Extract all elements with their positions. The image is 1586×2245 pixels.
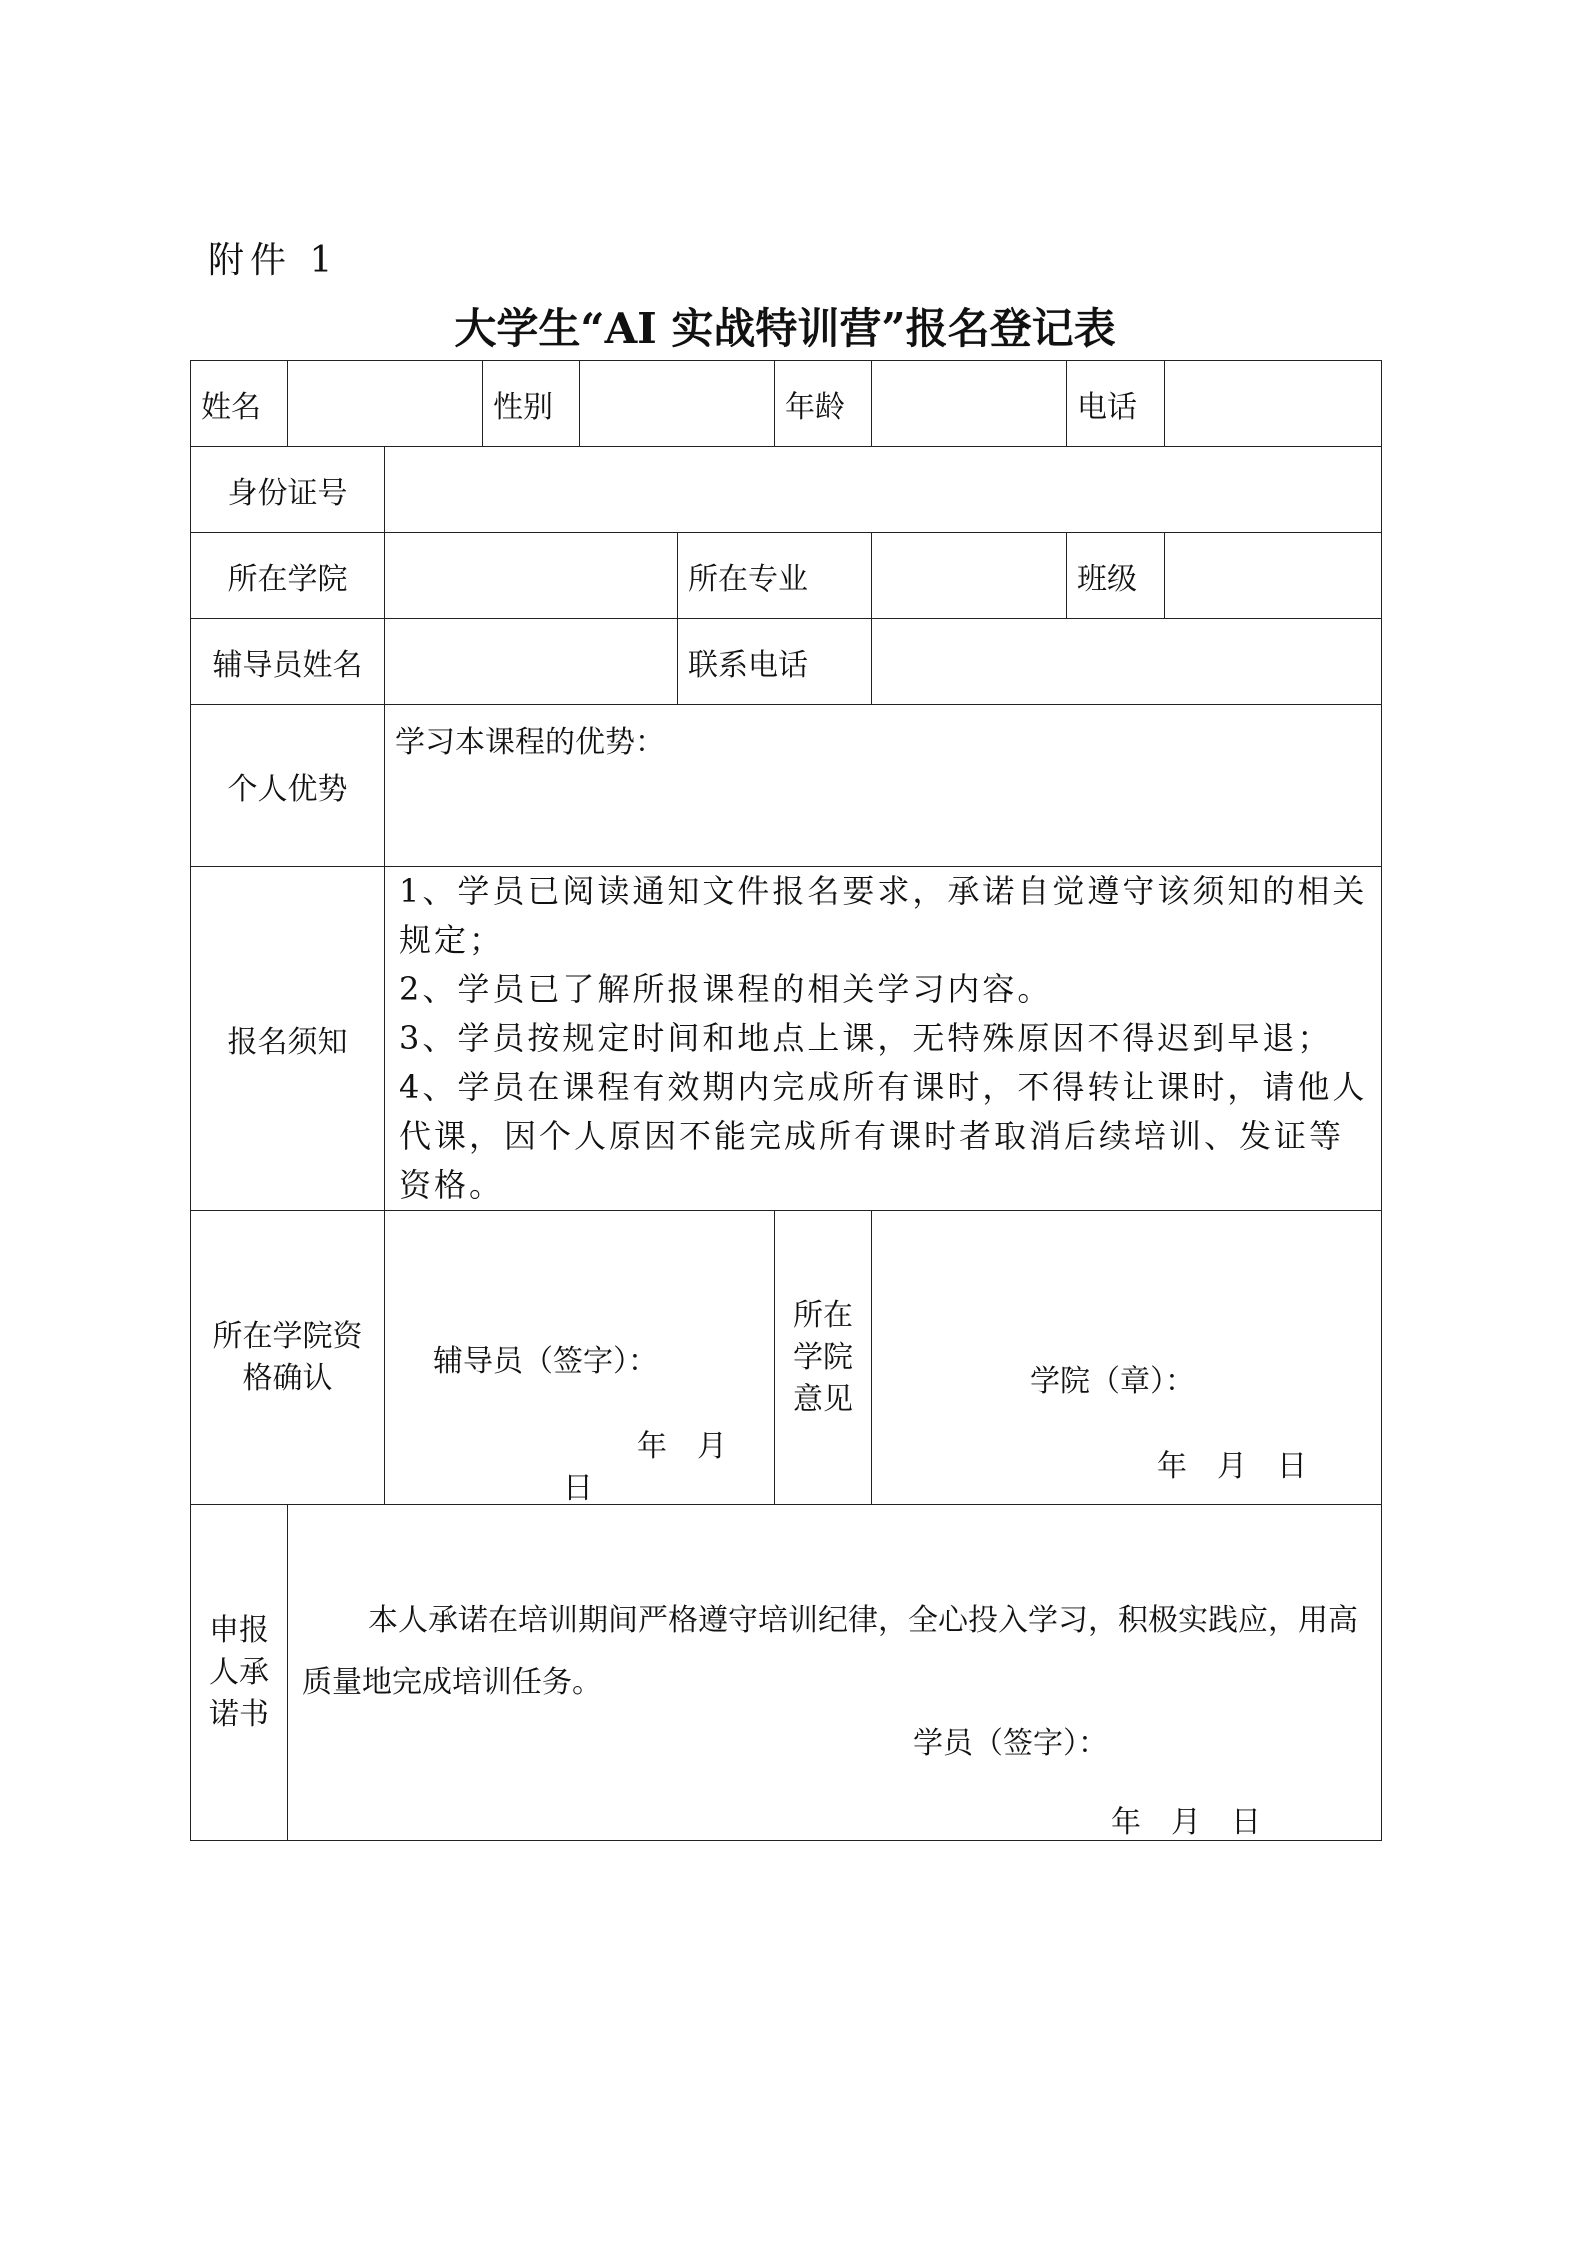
phone-field[interactable] <box>1165 361 1382 447</box>
date-day: 日 <box>563 1471 593 1505</box>
class-field[interactable] <box>1165 533 1382 619</box>
name-field[interactable] <box>288 361 483 447</box>
advantage-label: 个人优势 <box>191 705 385 867</box>
major-field[interactable] <box>872 533 1067 619</box>
college-field[interactable] <box>385 533 678 619</box>
college-seal-label: 学院（章）： <box>1030 1364 1195 1399</box>
advantage-prompt: 学习本课程的优势： <box>395 725 665 760</box>
rule-item: 1、学员已阅读通知文件报名要求，承诺自觉遵守该须知的相关规定； <box>399 872 1368 959</box>
id-field[interactable] <box>385 447 1382 533</box>
row-college <box>191 533 1382 619</box>
name-label: 姓名 <box>191 361 288 447</box>
row-college-confirmation <box>191 1211 1382 1505</box>
row-advantage <box>191 705 1382 867</box>
row-pledge <box>191 1505 1382 1841</box>
major-label: 所在专业 <box>678 533 872 619</box>
class-label: 班级 <box>1067 533 1165 619</box>
pledge-cell[interactable] <box>288 1505 1382 1841</box>
counselor-signature-cell[interactable] <box>385 1211 775 1505</box>
gender-label: 性别 <box>483 361 580 447</box>
phone-label: 电话 <box>1067 361 1165 447</box>
counselor-sign-label: 辅导员（签字）： <box>433 1344 658 1379</box>
date-year-month: 年 月 <box>637 1429 727 1464</box>
date-full: 年 月 日 <box>1111 1805 1261 1840</box>
rule-item: 3、学员按规定时间和地点上课，无特殊原因不得迟到早退； <box>399 1019 1333 1057</box>
id-label: 身份证号 <box>191 447 385 533</box>
counselor-name-field[interactable] <box>385 619 678 705</box>
row-id <box>191 447 1382 533</box>
rule-item: 2、学员已了解所报课程的相关学习内容。 <box>399 970 1053 1008</box>
date-full: 年 月 日 <box>1157 1449 1307 1484</box>
gender-field[interactable] <box>580 361 775 447</box>
row-counselor <box>191 619 1382 705</box>
contact-phone-field[interactable] <box>872 619 1382 705</box>
row-rules <box>191 867 1382 1211</box>
contact-phone-label: 联系电话 <box>678 619 872 705</box>
age-label: 年龄 <box>775 361 872 447</box>
college-opinion-label: 所在学院意见 <box>775 1211 872 1505</box>
counselor-name-label: 辅导员姓名 <box>191 619 385 705</box>
advantage-field[interactable] <box>385 705 1382 867</box>
rule-item: 4、学员在课程有效期内完成所有课时，不得转让课时，请他人代课，因个人原因不能完成所有课时者取消后续培训、发证等资格。 <box>399 1068 1368 1204</box>
form-title: 大学生“AI 实战特训营”报名登记表 <box>454 304 1116 353</box>
age-field[interactable] <box>872 361 1067 447</box>
college-seal-cell[interactable] <box>872 1211 1382 1505</box>
annex-label: 附件 1 <box>208 240 339 281</box>
student-sign-label: 学员（签字）： <box>913 1726 1108 1761</box>
pledge-label: 申报人承诺书 <box>191 1505 288 1841</box>
row-basic-info <box>191 361 1382 447</box>
pledge-text: 本人承诺在培训期间严格遵守培训纪律，全心投入学习，积极实践应，用高质量地完成培训任务。 <box>302 1603 1358 1700</box>
college-label: 所在学院 <box>191 533 385 619</box>
rules-content <box>385 867 1382 1211</box>
qualification-label: 所在学院资格确认 <box>191 1211 385 1505</box>
pledge-text-block <box>302 1590 1371 1714</box>
registration-table <box>190 360 1382 1841</box>
rules-label: 报名须知 <box>191 867 385 1211</box>
